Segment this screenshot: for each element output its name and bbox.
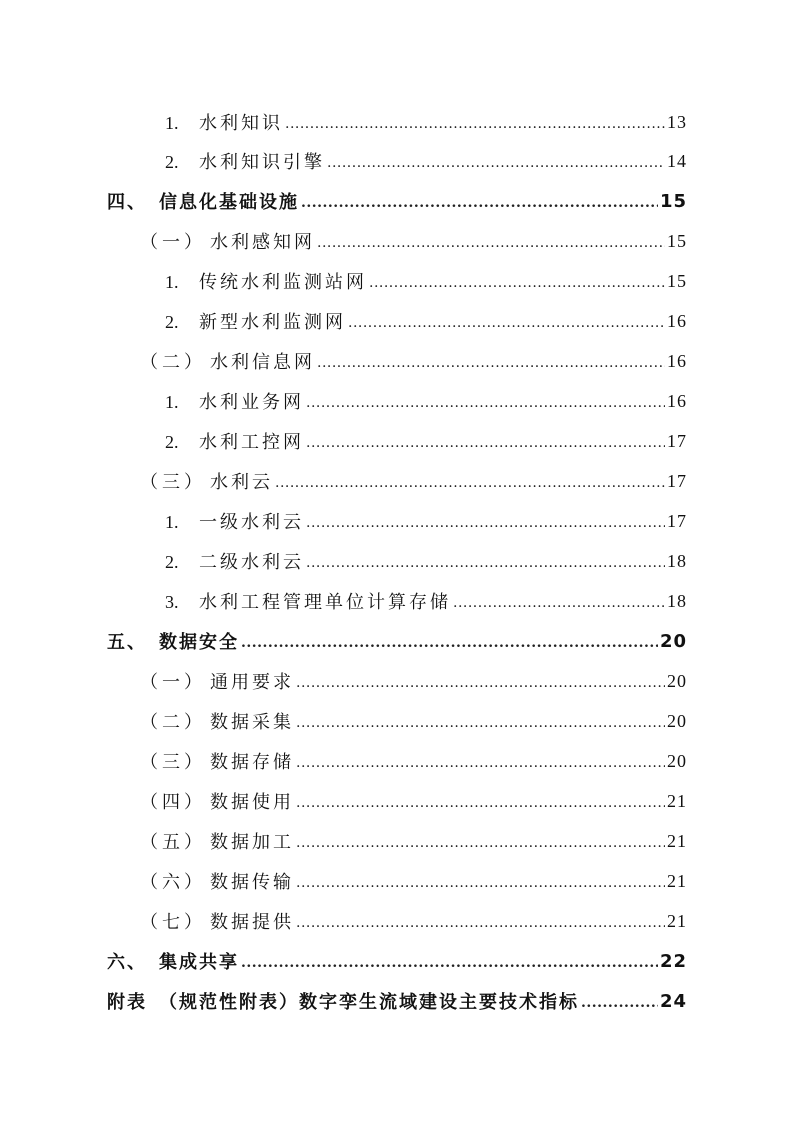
toc-entry-page: 21 <box>667 910 687 931</box>
toc-entry-title: 水利知识 <box>199 113 283 134</box>
toc-entry[interactable] <box>0 221 793 261</box>
toc-entry-page: 20 <box>667 750 687 771</box>
dot-leader <box>241 635 658 651</box>
toc-entry[interactable] <box>0 421 793 461</box>
toc-entry[interactable] <box>0 861 793 901</box>
toc-entry-title: 数据传输 <box>210 872 294 893</box>
dot-leader <box>296 915 665 931</box>
toc-entry-number: 2. <box>165 432 179 452</box>
toc-entry-number: 1. <box>165 113 179 133</box>
toc-entry-label <box>140 228 315 254</box>
dot-leader <box>306 515 665 531</box>
toc-entry-title: 数据安全 <box>159 632 239 653</box>
toc-entry[interactable] <box>0 301 793 341</box>
dot-leader <box>369 275 665 291</box>
toc-entry-title: 数据采集 <box>210 712 294 733</box>
toc-entry[interactable] <box>0 741 793 781</box>
dot-leader <box>296 795 665 811</box>
toc-entry-page: 15 <box>667 270 687 291</box>
toc-entry-label <box>140 348 315 374</box>
toc-entry-title: 新型水利监测网 <box>199 312 346 333</box>
toc-entry[interactable] <box>0 381 793 421</box>
toc-entry-label <box>140 828 294 854</box>
toc-entry-label <box>165 148 325 174</box>
toc-entry-page: 17 <box>667 510 687 531</box>
toc-entry-page: 21 <box>667 790 687 811</box>
toc-entry[interactable] <box>0 261 793 301</box>
toc-entry-page: 16 <box>667 390 687 411</box>
toc-entry-label <box>165 428 304 454</box>
toc-entry[interactable] <box>0 701 793 741</box>
toc-entry[interactable] <box>0 102 793 142</box>
toc-entry-label <box>107 948 239 974</box>
toc-entry-number: （七） <box>140 912 206 933</box>
toc-entry[interactable] <box>0 341 793 381</box>
toc-entry[interactable] <box>0 821 793 861</box>
toc-entry-page: 14 <box>667 150 687 171</box>
toc-entry-title: 水利云 <box>210 472 273 493</box>
toc-entry-title: 一级水利云 <box>199 512 304 533</box>
toc-entry-number: 2. <box>165 152 179 172</box>
toc-entry-page: 21 <box>667 870 687 891</box>
toc-entry-page: 16 <box>667 310 687 331</box>
toc-entry-page: 20 <box>667 710 687 731</box>
dot-leader <box>296 875 665 891</box>
toc-entry-number: （二） <box>140 352 206 373</box>
dot-leader <box>453 595 665 611</box>
dot-leader <box>306 395 665 411</box>
dot-leader <box>296 835 665 851</box>
toc-entry-title: 通用要求 <box>210 672 294 693</box>
toc-entry[interactable] <box>0 901 793 941</box>
toc-entry-title: 水利工控网 <box>199 432 304 453</box>
dot-leader <box>317 355 665 371</box>
toc-entry-number: 1. <box>165 512 179 532</box>
toc-entry-label <box>140 708 294 734</box>
toc-entry-number: 六、 <box>107 952 147 973</box>
toc-entry-number: （三） <box>140 752 206 773</box>
toc-entry-label <box>107 188 299 214</box>
dot-leader <box>296 675 665 691</box>
toc-entry[interactable] <box>0 941 793 981</box>
toc-entry[interactable] <box>0 781 793 821</box>
toc-entry-page: 24 <box>659 990 687 1012</box>
toc-entry-number: 2. <box>165 312 179 332</box>
dot-leader <box>306 435 665 451</box>
toc-entry-title: 水利工程管理单位计算存储 <box>199 592 451 613</box>
toc-entry-number: 1. <box>165 392 179 412</box>
toc-entry-number: 2. <box>165 552 179 572</box>
toc-entry-page: 18 <box>667 550 687 571</box>
dot-leader <box>581 995 658 1011</box>
toc-entry-page: 15 <box>659 190 687 212</box>
toc-entry-page: 17 <box>667 470 687 491</box>
toc-entry-label <box>165 508 304 534</box>
dot-leader <box>241 955 658 971</box>
toc-entry-label <box>107 628 239 654</box>
dot-leader <box>296 715 665 731</box>
toc-entry-number: （六） <box>140 872 206 893</box>
toc-entry-number: （一） <box>140 232 206 253</box>
toc-entry-label <box>140 908 294 934</box>
dot-leader <box>327 155 665 171</box>
toc-entry[interactable] <box>0 541 793 581</box>
toc-entry[interactable] <box>0 461 793 501</box>
toc-entry-title: 数据存储 <box>210 752 294 773</box>
toc-entry-number: 1. <box>165 272 179 292</box>
toc-entry-label <box>165 268 367 294</box>
toc-entry-label <box>140 468 273 494</box>
toc-entry-number: （二） <box>140 712 206 733</box>
toc-entry-page: 17 <box>667 430 687 451</box>
toc-entry-label <box>107 988 579 1014</box>
toc-entry-number: （一） <box>140 672 206 693</box>
toc-entry-number: （三） <box>140 472 206 493</box>
toc-entry-page: 15 <box>667 230 687 251</box>
toc-entry[interactable] <box>0 141 793 181</box>
toc-entry-title: 集成共享 <box>159 952 239 973</box>
dot-leader <box>285 116 665 132</box>
dot-leader <box>306 555 665 571</box>
toc-entry-title: 水利业务网 <box>199 392 304 413</box>
toc-entry-title: 数据使用 <box>210 792 294 813</box>
toc-entry-page: 20 <box>659 630 687 652</box>
toc-entry-label <box>165 548 304 574</box>
dot-leader <box>317 235 665 251</box>
toc-entry-label <box>165 308 346 334</box>
toc-entry-label <box>140 668 294 694</box>
toc-entry[interactable] <box>0 181 793 221</box>
toc-entry-number: （五） <box>140 832 206 853</box>
toc-entry-title: 水利感知网 <box>210 232 315 253</box>
toc-entry-title: 数据加工 <box>210 832 294 853</box>
dot-leader <box>275 475 665 491</box>
dot-leader <box>301 195 658 211</box>
toc-entry-number: 附表 <box>107 992 147 1013</box>
toc-entry-number: 四、 <box>107 192 147 213</box>
toc-entry[interactable] <box>0 501 793 541</box>
toc-entry-label <box>165 388 304 414</box>
toc-entry-label <box>140 868 294 894</box>
toc-entry-label <box>165 588 451 614</box>
toc-entry-number: （四） <box>140 792 206 813</box>
toc-entry[interactable] <box>0 661 793 701</box>
toc-entry-title: 数据提供 <box>210 912 294 933</box>
toc-entry[interactable] <box>0 981 793 1021</box>
toc-entry-title: 传统水利监测站网 <box>199 272 367 293</box>
toc-entry[interactable] <box>0 581 793 621</box>
toc-entry-page: 22 <box>659 950 687 972</box>
toc-entry-label <box>140 748 294 774</box>
toc-entry-page: 13 <box>667 111 687 132</box>
toc-entry-number: 3. <box>165 592 179 612</box>
dot-leader <box>296 755 665 771</box>
toc-entry-page: 20 <box>667 670 687 691</box>
toc-entry-title: 水利知识引擎 <box>199 152 325 173</box>
toc-entry-title: 水利信息网 <box>210 352 315 373</box>
toc-entry-title: （规范性附表）数字孪生流域建设主要技术指标 <box>159 992 579 1013</box>
dot-leader <box>348 315 665 331</box>
toc-entry-page: 21 <box>667 830 687 851</box>
toc-entry-number: 五、 <box>107 632 147 653</box>
toc-entry-title: 信息化基础设施 <box>159 192 299 213</box>
toc-entry-label <box>165 109 283 135</box>
toc-entry-label <box>140 788 294 814</box>
toc-entry-title: 二级水利云 <box>199 552 304 573</box>
toc-entry-page: 16 <box>667 350 687 371</box>
toc-entry[interactable] <box>0 621 793 661</box>
toc-entry-page: 18 <box>667 590 687 611</box>
